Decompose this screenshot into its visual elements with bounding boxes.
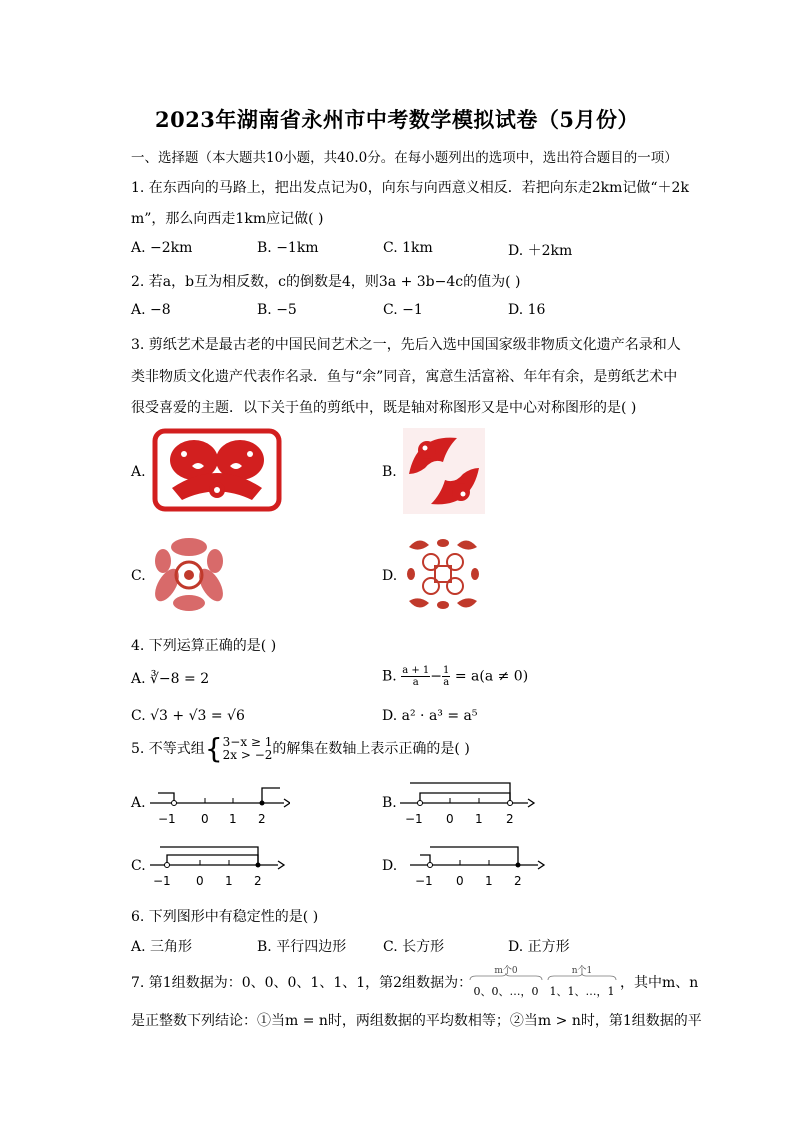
q5-inequality-2: 2x > −2 xyxy=(222,748,273,762)
q5-numberline-b[interactable] xyxy=(400,780,540,834)
tick-label-0: 0 xyxy=(196,874,204,888)
q3-papercut-b-image[interactable] xyxy=(403,428,485,518)
q3-stem-line3: 很受喜爱的主题．以下关于鱼的剪纸中，既是轴对称图形又是中心对称图形的是( ) xyxy=(131,400,637,416)
q4-stem: 4. 下列运算正确的是( ) xyxy=(131,638,277,654)
tick-label-2: 2 xyxy=(506,812,514,826)
q5-option-d-label[interactable]: D. xyxy=(382,858,398,874)
q5-stem xyxy=(131,732,470,765)
q7-brace-2-bottom: 1、1、…，1 xyxy=(549,985,615,998)
q7-brace-2-top: n个1 xyxy=(571,966,593,976)
q1-option-d[interactable]: D. ＋2km xyxy=(508,243,573,259)
q4-fraction-2-num: 1 xyxy=(443,665,450,676)
q4-option-a-expr: ∛−8 = 2 xyxy=(150,671,210,687)
q4-option-b[interactable]: B. $\frac{a + 1}{a}$ − $\frac{1}{a}$ = a(a ≠ 0) xyxy=(382,665,529,688)
q6-option-d[interactable]: D. 正方形 xyxy=(508,939,570,955)
q3-papercut-d-image[interactable] xyxy=(405,535,481,617)
q4-option-a[interactable] xyxy=(131,671,209,687)
q4-fraction-1-den: a xyxy=(412,677,419,688)
brace-glyph: { xyxy=(204,732,223,765)
q7-brace-1-bottom: 0、0、…，0 xyxy=(473,985,539,998)
q3-stem-line1: 3. 剪纸艺术是最古老的中国民间艺术之一，先后入选中国国家级非物质文化遗产名录和人 xyxy=(131,337,681,353)
tick-label-1: 1 xyxy=(485,874,493,888)
q2-option-d[interactable]: D. 16 xyxy=(508,302,546,318)
q3-option-d-label[interactable]: D. xyxy=(382,568,398,584)
tick-label-1: 1 xyxy=(229,812,237,826)
q5-stem-suffix: 的解集在数轴上表示正确的是( ) xyxy=(272,741,470,757)
q6-option-c[interactable]: C. 长方形 xyxy=(383,939,445,955)
tick-label-neg1: −1 xyxy=(415,874,433,888)
q5-inequality-1: 3−x ≥ 1 xyxy=(222,735,273,749)
q6-option-b[interactable]: B. 平行四边形 xyxy=(257,939,347,955)
q4-option-b-label: B. xyxy=(382,668,397,685)
q4-option-d-expr: a² · a³ = a⁵ xyxy=(401,708,478,724)
q3-option-c-label[interactable]: C. xyxy=(131,568,146,584)
q7-stem-suffix: ，其中m、n xyxy=(620,975,699,991)
q3-papercut-c-image[interactable] xyxy=(153,533,225,619)
overbrace-icon xyxy=(468,973,544,981)
q2-option-c[interactable]: C. −1 xyxy=(383,302,423,318)
q1-option-c[interactable]: C. 1km xyxy=(383,240,433,256)
q4-fraction-2-den: a xyxy=(443,677,450,688)
q3-option-a-label[interactable]: A. xyxy=(131,464,146,480)
section-heading: 一、选择题（本大题共10小题，共40.0分。在每小题列出的选项中，选出符合题目的一项） xyxy=(131,150,678,166)
q1-stem-line2: m”，那么向西走1km应记做( ) xyxy=(131,211,324,227)
q6-stem: 6. 下列图形中有稳定性的是( ) xyxy=(131,909,319,925)
tick-label-2: 2 xyxy=(258,812,266,826)
q4-option-c-label: C. xyxy=(131,708,146,724)
q1-option-b[interactable]: B. −1km xyxy=(257,240,319,256)
q4-option-d-label: D. xyxy=(382,708,398,724)
tick-label-0: 0 xyxy=(456,874,464,888)
q5-option-c-label[interactable]: C. xyxy=(131,858,146,874)
q2-option-a[interactable]: A. −8 xyxy=(131,302,171,318)
q7-brace-group-2 xyxy=(546,963,618,999)
tick-label-1: 1 xyxy=(225,874,233,888)
tick-label-neg1: −1 xyxy=(405,812,423,826)
q4-option-c-expr: √3 + √3 = √6 xyxy=(150,708,245,724)
q4-fraction-1 xyxy=(401,665,430,688)
q7-stem-prefix: 7. 第1组数据为：0、0、0、1、1、1，第2组数据为： xyxy=(131,975,473,991)
tick-label-neg1: −1 xyxy=(153,874,171,888)
q4-option-c[interactable] xyxy=(131,708,245,724)
q2-option-b[interactable]: B. −5 xyxy=(257,302,297,318)
q3-option-b-label[interactable]: B. xyxy=(382,464,397,480)
q5-inequality-system xyxy=(223,736,273,762)
q5-numberline-c[interactable] xyxy=(150,842,290,896)
q7-stem-line2: 是正整数下列结论：①当m = n时，两组数据的平均数相等；②当m > n时，第1组数据的平 xyxy=(131,1013,702,1029)
q2-stem: 2. 若a，b互为相反数，c的倒数是4，则3a + 3b−4c的值为( ) xyxy=(131,274,521,290)
q1-option-a[interactable]: A. −2km xyxy=(131,240,193,256)
page-title: 2023年湖南省永州市中考数学模拟试卷（5月份） xyxy=(154,107,640,132)
tick-label-neg1: −1 xyxy=(158,812,176,826)
q5-option-b-label[interactable]: B. xyxy=(382,795,397,811)
q7-brace-1-top: m个0 xyxy=(494,966,518,976)
q7-brace-group-1 xyxy=(468,963,544,999)
q4-fraction-1-num: a + 1 xyxy=(402,665,430,676)
tick-label-0: 0 xyxy=(201,812,209,826)
tick-label-2: 2 xyxy=(514,874,522,888)
q3-stem-line2: 类非物质文化遗产代表作名录．鱼与“余”同音，寓意生活富裕、年年有余，是剪纸艺术中 xyxy=(131,369,678,385)
q6-option-a[interactable]: A. 三角形 xyxy=(131,939,193,955)
q5-option-a-label[interactable]: A. xyxy=(131,795,146,811)
q4-option-a-label: A. xyxy=(131,671,146,687)
q4-option-d[interactable] xyxy=(382,708,478,724)
tick-label-1: 1 xyxy=(475,812,483,826)
q4-fraction-2 xyxy=(442,665,450,688)
q5-stem-prefix: 5. 不等式组 xyxy=(131,741,205,757)
tick-label-2: 2 xyxy=(254,874,262,888)
q5-numberline-d[interactable] xyxy=(410,842,550,896)
q1-stem-line1: 1. 在东西向的马路上，把出发点记为0，向东与向西意义相反．若把向东走2km记做“＋2k xyxy=(131,180,689,196)
q5-numberline-a[interactable] xyxy=(150,780,290,834)
q4-option-b-rest: = a(a ≠ 0) xyxy=(454,668,529,685)
tick-label-0: 0 xyxy=(446,812,454,826)
overbrace-icon xyxy=(546,973,618,981)
q3-papercut-a-image[interactable] xyxy=(152,428,282,516)
